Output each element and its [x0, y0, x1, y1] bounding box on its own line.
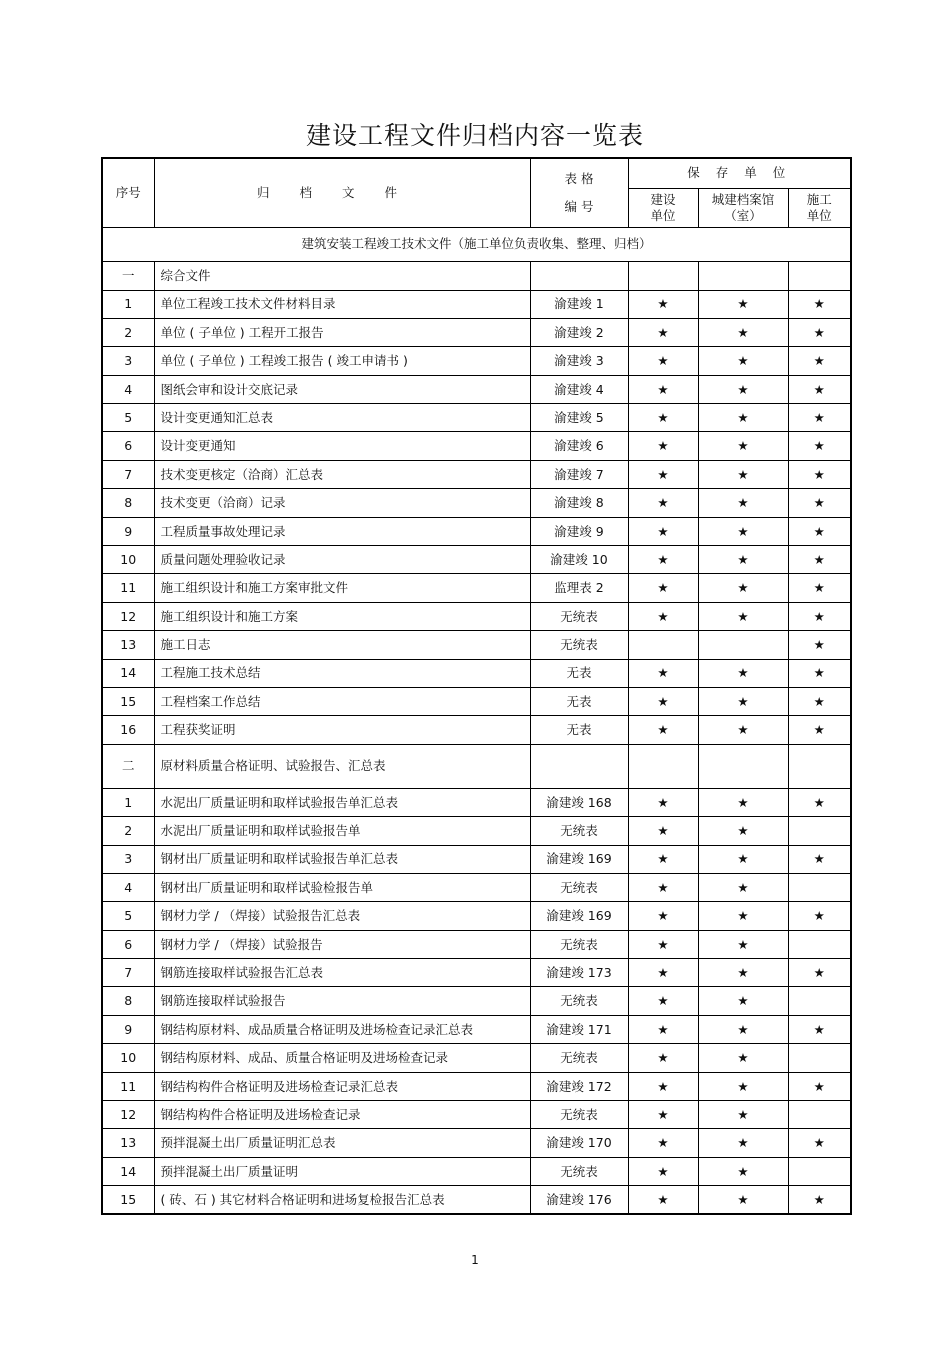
row-file-name: 施工日志: [154, 631, 530, 659]
section-row: [102, 744, 851, 788]
table-row: [102, 1186, 851, 1214]
table-row: [102, 959, 851, 987]
row-number: 16: [102, 716, 154, 744]
section-empty-cell: [698, 744, 788, 788]
row-form-code: 渝建竣 168: [530, 788, 628, 816]
row-number: 4: [102, 375, 154, 403]
table-row: [102, 574, 851, 602]
row-keep-archive: ★: [698, 404, 788, 432]
row-keep-construction: ★: [628, 432, 698, 460]
header-unit2-line1: 城建档案馆: [711, 191, 775, 207]
row-keep-construction: ★: [628, 1044, 698, 1072]
row-keep-construction: ★: [628, 930, 698, 958]
row-number: 13: [102, 1129, 154, 1157]
row-number: 1: [102, 788, 154, 816]
row-file-name: 技术变更核定（洽商）汇总表: [154, 460, 530, 488]
row-form-code: 渝建竣 172: [530, 1072, 628, 1100]
row-keep-builder: ★: [788, 631, 851, 659]
header-keep-label: 保 存 单 位: [687, 165, 792, 181]
row-number: 2: [102, 817, 154, 845]
row-keep-builder: [788, 817, 851, 845]
row-number: 3: [102, 845, 154, 873]
row-form-code: 渝建竣 169: [530, 845, 628, 873]
row-keep-archive: ★: [698, 687, 788, 715]
row-keep-builder: ★: [788, 845, 851, 873]
table-row: [102, 489, 851, 517]
row-keep-archive: ★: [698, 1129, 788, 1157]
row-keep-builder: ★: [788, 716, 851, 744]
row-file-name: 技术变更（洽商）记录: [154, 489, 530, 517]
row-keep-construction: ★: [628, 845, 698, 873]
row-file-name: 钢材力学 / （焊接）试验报告汇总表: [154, 902, 530, 930]
row-keep-builder: ★: [788, 1129, 851, 1157]
row-keep-archive: ★: [698, 1044, 788, 1072]
row-file-name: 预拌混凝土出厂质量证明: [154, 1157, 530, 1185]
section-empty-cell: [628, 261, 698, 290]
row-keep-archive: ★: [698, 375, 788, 403]
row-keep-construction: ★: [628, 902, 698, 930]
row-keep-archive: ★: [698, 517, 788, 545]
row-number: 7: [102, 460, 154, 488]
row-keep-archive: ★: [698, 318, 788, 346]
row-form-code: 无统表: [530, 817, 628, 845]
section-empty-cell: [788, 261, 851, 290]
row-form-code: 渝建竣 173: [530, 959, 628, 987]
row-file-name: 工程施工技术总结: [154, 659, 530, 687]
row-file-name: 设计变更通知汇总表: [154, 404, 530, 432]
row-keep-construction: ★: [628, 687, 698, 715]
row-form-code: 渝建竣 10: [530, 546, 628, 574]
row-keep-archive: ★: [698, 1015, 788, 1043]
table-row: [102, 432, 851, 460]
row-keep-construction: ★: [628, 574, 698, 602]
row-number: 5: [102, 902, 154, 930]
row-keep-archive: ★: [698, 546, 788, 574]
header-unit1-line2: 单位: [650, 207, 676, 223]
row-keep-builder: ★: [788, 290, 851, 318]
header-unit2-line2: （室）: [724, 207, 762, 223]
table-row: [102, 987, 851, 1015]
row-number: 12: [102, 1101, 154, 1129]
banner-text: 建筑安装工程竣工技术文件（施工单位负责收集、整理、归档）: [102, 227, 851, 261]
row-file-name: 预拌混凝土出厂质量证明汇总表: [154, 1129, 530, 1157]
table-row: [102, 902, 851, 930]
row-keep-construction: ★: [628, 1015, 698, 1043]
table-row: [102, 659, 851, 687]
row-keep-builder: ★: [788, 902, 851, 930]
row-keep-builder: ★: [788, 517, 851, 545]
header-unit-construction: [628, 188, 698, 227]
row-keep-archive: ★: [698, 290, 788, 318]
row-number: 1: [102, 290, 154, 318]
row-file-name: 施工组织设计和施工方案: [154, 602, 530, 630]
row-keep-construction: ★: [628, 546, 698, 574]
row-keep-construction: ★: [628, 489, 698, 517]
row-number: 5: [102, 404, 154, 432]
section-empty-cell: [530, 744, 628, 788]
row-number: 14: [102, 659, 154, 687]
row-keep-archive: ★: [698, 987, 788, 1015]
section-title: 综合文件: [154, 261, 530, 290]
table-row: [102, 404, 851, 432]
table-row: [102, 460, 851, 488]
row-keep-archive: ★: [698, 959, 788, 987]
row-keep-builder: ★: [788, 959, 851, 987]
row-form-code: 渝建竣 176: [530, 1186, 628, 1214]
section-title: 原材料质量合格证明、试验报告、汇总表: [154, 744, 530, 788]
row-keep-archive: ★: [698, 602, 788, 630]
header-seq: 序号: [102, 158, 154, 227]
row-form-code: 渝建竣 3: [530, 347, 628, 375]
row-file-name: 钢材出厂质量证明和取样试验报告单汇总表: [154, 845, 530, 873]
row-keep-construction: ★: [628, 404, 698, 432]
row-file-name: 工程获奖证明: [154, 716, 530, 744]
row-keep-builder: [788, 1044, 851, 1072]
section-empty-cell: [788, 744, 851, 788]
row-keep-construction: ★: [628, 987, 698, 1015]
row-keep-construction: ★: [628, 817, 698, 845]
page-title: 建设工程文件归档内容一览表: [305, 121, 644, 150]
row-keep-construction: ★: [628, 716, 698, 744]
row-keep-builder: [788, 1157, 851, 1185]
row-keep-builder: ★: [788, 404, 851, 432]
table-row: [102, 1157, 851, 1185]
table-row: [102, 817, 851, 845]
row-keep-construction: ★: [628, 788, 698, 816]
row-keep-archive: ★: [698, 817, 788, 845]
row-number: 6: [102, 432, 154, 460]
row-form-code: 无统表: [530, 1157, 628, 1185]
table-row: [102, 517, 851, 545]
row-form-code: 无统表: [530, 602, 628, 630]
row-number: 6: [102, 930, 154, 958]
row-keep-builder: ★: [788, 1015, 851, 1043]
row-file-name: 钢材力学 / （焊接）试验报告: [154, 930, 530, 958]
row-keep-archive: ★: [698, 1186, 788, 1214]
row-form-code: 无表: [530, 716, 628, 744]
row-file-name: 设计变更通知: [154, 432, 530, 460]
row-keep-archive: ★: [698, 1101, 788, 1129]
row-file-name: 图纸会审和设计交底记录: [154, 375, 530, 403]
table-row: [102, 845, 851, 873]
section-empty-cell: [698, 261, 788, 290]
row-keep-builder: ★: [788, 1186, 851, 1214]
row-keep-archive: ★: [698, 716, 788, 744]
table-row: [102, 318, 851, 346]
row-number: 8: [102, 987, 154, 1015]
row-keep-archive: ★: [698, 873, 788, 901]
header-row: [102, 158, 851, 188]
row-keep-construction: ★: [628, 318, 698, 346]
row-number: 8: [102, 489, 154, 517]
row-form-code: 渝建竣 4: [530, 375, 628, 403]
header-unit3-line2: 单位: [806, 207, 832, 223]
row-keep-construction: ★: [628, 959, 698, 987]
table-row: [102, 716, 851, 744]
header-unit-builder: [788, 188, 851, 227]
table-row: [102, 788, 851, 816]
table-row: [102, 347, 851, 375]
row-form-code: 渝建竣 170: [530, 1129, 628, 1157]
row-keep-archive: ★: [698, 460, 788, 488]
row-number: 2: [102, 318, 154, 346]
row-form-code: 无统表: [530, 873, 628, 901]
table-row: [102, 602, 851, 630]
row-keep-builder: [788, 930, 851, 958]
row-keep-archive: ★: [698, 1157, 788, 1185]
row-form-code: 渝建竣 7: [530, 460, 628, 488]
row-keep-builder: ★: [788, 659, 851, 687]
row-file-name: 工程档案工作总结: [154, 687, 530, 715]
table-row: [102, 1044, 851, 1072]
row-number: 12: [102, 602, 154, 630]
row-form-code: 渝建竣 5: [530, 404, 628, 432]
row-keep-construction: ★: [628, 460, 698, 488]
row-number: 15: [102, 687, 154, 715]
row-keep-construction: ★: [628, 659, 698, 687]
row-number: 11: [102, 574, 154, 602]
row-file-name: 钢结构构件合格证明及进场检查记录: [154, 1101, 530, 1129]
row-keep-archive: [698, 631, 788, 659]
header-form-line1: 表 格: [564, 171, 594, 187]
row-file-name: 水泥出厂质量证明和取样试验报告单汇总表: [154, 788, 530, 816]
archive-table: [101, 157, 852, 1215]
header-unit1-line1: 建设: [650, 191, 676, 207]
row-keep-construction: ★: [628, 1129, 698, 1157]
row-keep-builder: ★: [788, 489, 851, 517]
row-form-code: 监理表 2: [530, 574, 628, 602]
row-keep-builder: ★: [788, 687, 851, 715]
row-keep-builder: [788, 987, 851, 1015]
row-file-name: 单位 ( 子单位 ) 工程开工报告: [154, 318, 530, 346]
row-form-code: 无表: [530, 659, 628, 687]
row-number: 13: [102, 631, 154, 659]
section-number: 二: [102, 744, 154, 788]
row-number: 7: [102, 959, 154, 987]
row-file-name: 钢结构原材料、成品质量合格证明及进场检查记录汇总表: [154, 1015, 530, 1043]
row-keep-builder: ★: [788, 460, 851, 488]
row-keep-construction: ★: [628, 1101, 698, 1129]
row-keep-archive: ★: [698, 788, 788, 816]
row-number: 10: [102, 1044, 154, 1072]
row-keep-construction: [628, 631, 698, 659]
row-keep-builder: ★: [788, 574, 851, 602]
row-form-code: 无表: [530, 687, 628, 715]
row-file-name: 水泥出厂质量证明和取样试验报告单: [154, 817, 530, 845]
row-keep-construction: ★: [628, 1157, 698, 1185]
table-row: [102, 1015, 851, 1043]
row-form-code: 渝建竣 6: [530, 432, 628, 460]
row-number: 9: [102, 517, 154, 545]
row-form-code: 无统表: [530, 930, 628, 958]
row-keep-builder: [788, 873, 851, 901]
row-number: 15: [102, 1186, 154, 1214]
row-file-name: 单位工程竣工技术文件材料目录: [154, 290, 530, 318]
row-number: 10: [102, 546, 154, 574]
table-row: [102, 290, 851, 318]
row-keep-construction: ★: [628, 347, 698, 375]
row-keep-archive: ★: [698, 574, 788, 602]
row-keep-builder: ★: [788, 602, 851, 630]
row-file-name: 钢结构原材料、成品、质量合格证明及进场检查记录: [154, 1044, 530, 1072]
row-form-code: 渝建竣 8: [530, 489, 628, 517]
table-row: [102, 873, 851, 901]
row-file-name: 质量问题处理验收记录: [154, 546, 530, 574]
row-keep-construction: ★: [628, 375, 698, 403]
row-form-code: 渝建竣 2: [530, 318, 628, 346]
row-form-code: 无统表: [530, 1101, 628, 1129]
row-keep-builder: ★: [788, 788, 851, 816]
row-keep-builder: ★: [788, 546, 851, 574]
row-keep-builder: ★: [788, 432, 851, 460]
row-keep-construction: ★: [628, 290, 698, 318]
banner-row: [102, 227, 851, 261]
row-form-code: 渝建竣 169: [530, 902, 628, 930]
row-keep-construction: ★: [628, 517, 698, 545]
row-number: 3: [102, 347, 154, 375]
row-file-name: 钢筋连接取样试验报告: [154, 987, 530, 1015]
table-row: [102, 1072, 851, 1100]
row-form-code: 渝建竣 171: [530, 1015, 628, 1043]
row-file-name: 钢结构构件合格证明及进场检查记录汇总表: [154, 1072, 530, 1100]
section-row: [102, 261, 851, 290]
table-row: [102, 631, 851, 659]
header-form: [530, 158, 628, 227]
row-keep-builder: ★: [788, 318, 851, 346]
row-file-name: 钢筋连接取样试验报告汇总表: [154, 959, 530, 987]
row-keep-builder: ★: [788, 375, 851, 403]
row-keep-archive: ★: [698, 489, 788, 517]
row-keep-builder: ★: [788, 347, 851, 375]
row-keep-builder: [788, 1101, 851, 1129]
page-number: 1: [471, 1253, 479, 1267]
row-file-name: 施工组织设计和施工方案审批文件: [154, 574, 530, 602]
section-empty-cell: [628, 744, 698, 788]
row-file-name: 单位 ( 子单位 ) 工程竣工报告 ( 竣工申请书 ): [154, 347, 530, 375]
section-empty-cell: [530, 261, 628, 290]
row-keep-construction: ★: [628, 1186, 698, 1214]
row-keep-builder: ★: [788, 1072, 851, 1100]
row-keep-archive: ★: [698, 432, 788, 460]
row-keep-archive: ★: [698, 902, 788, 930]
row-keep-construction: ★: [628, 873, 698, 901]
row-form-code: 无统表: [530, 987, 628, 1015]
section-number: 一: [102, 261, 154, 290]
table-row: [102, 1101, 851, 1129]
row-keep-construction: ★: [628, 602, 698, 630]
row-file-name: 钢材出厂质量证明和取样试验检报告单: [154, 873, 530, 901]
header-form-line2: 编 号: [564, 198, 594, 214]
header-keep: [628, 158, 851, 188]
row-keep-archive: ★: [698, 347, 788, 375]
row-number: 4: [102, 873, 154, 901]
row-number: 9: [102, 1015, 154, 1043]
row-file-name: 工程质量事故处理记录: [154, 517, 530, 545]
row-number: 14: [102, 1157, 154, 1185]
row-number: 11: [102, 1072, 154, 1100]
header-file-label: 归档文件: [256, 184, 427, 200]
table-row: [102, 930, 851, 958]
row-file-name: ( 砖、石 ) 其它材料合格证明和进场复检报告汇总表: [154, 1186, 530, 1214]
header-unit3-line1: 施工: [806, 191, 832, 207]
row-form-code: 渝建竣 1: [530, 290, 628, 318]
header-file: [154, 158, 530, 227]
row-keep-archive: ★: [698, 1072, 788, 1100]
table-row: [102, 546, 851, 574]
row-form-code: 无统表: [530, 631, 628, 659]
row-form-code: 无统表: [530, 1044, 628, 1072]
row-keep-archive: ★: [698, 930, 788, 958]
table-row: [102, 687, 851, 715]
row-keep-archive: ★: [698, 845, 788, 873]
row-keep-archive: ★: [698, 659, 788, 687]
row-keep-construction: ★: [628, 1072, 698, 1100]
table-row: [102, 1129, 851, 1157]
row-form-code: 渝建竣 9: [530, 517, 628, 545]
table-row: [102, 375, 851, 403]
header-unit-archive: [698, 188, 788, 227]
